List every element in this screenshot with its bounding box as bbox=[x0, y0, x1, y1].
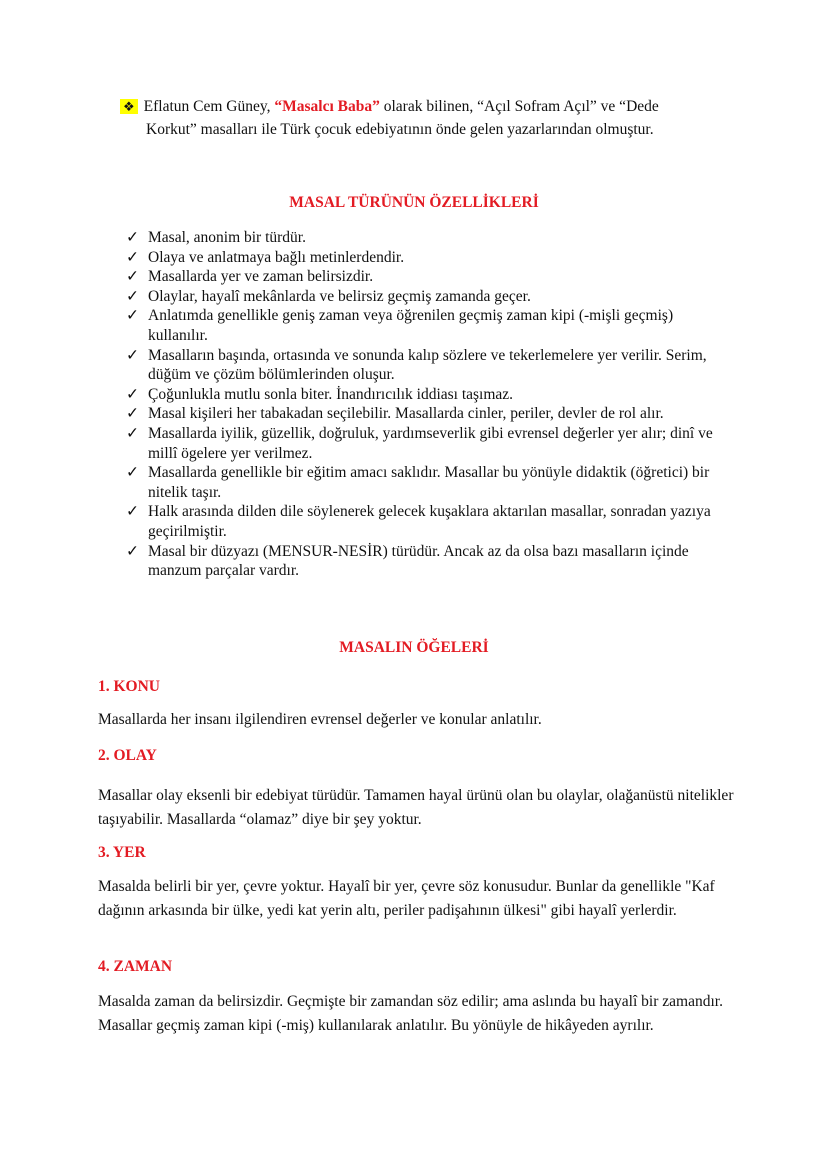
features-title: MASAL TÜRÜNÜN ÖZELLİKLERİ bbox=[289, 194, 539, 211]
list-item bbox=[126, 346, 726, 385]
list-item bbox=[126, 502, 726, 541]
check-icon: ✓ bbox=[126, 268, 139, 286]
section-text-zaman: Masalda zaman da belirsizdir. Geçmişte bir zamandan söz edilir; ama aslında bu hayalî bir zamandır. Masallar geçmiş zaman kipi (-miş) kullanılarak anlatılır. Bu yönüyle de hikâyeden ayrılır. bbox=[98, 993, 723, 1034]
list-item bbox=[126, 287, 726, 307]
list-item-text: Olaya ve anlatmaya bağlı metinlerdendir. bbox=[148, 248, 405, 266]
check-icon: ✓ bbox=[126, 229, 139, 246]
list-item-text: Masallarda iyilik, güzellik, doğruluk, yardımseverlik gibi evrensel değerler yer alır; dinî ve millî ögelere yer verilmez. bbox=[148, 424, 713, 462]
check-icon: ✓ bbox=[126, 503, 139, 521]
section-heading-yer: 3. YER bbox=[98, 844, 146, 861]
list-item bbox=[126, 424, 726, 463]
list-item bbox=[126, 385, 726, 405]
list-item bbox=[126, 542, 726, 581]
intro-paragraph bbox=[120, 95, 740, 141]
intro-text: Eflatun Cem Güney, bbox=[143, 98, 275, 115]
elements-title: MASALIN ÖĞELERİ bbox=[339, 639, 489, 656]
list-item-text: Masallarda yer ve zaman belirsizdir. bbox=[148, 268, 374, 286]
check-icon: ✓ bbox=[126, 248, 139, 266]
check-icon: ✓ bbox=[126, 287, 139, 305]
list-item-text: Olaylar, hayalî mekânlarda ve belirsiz geçmiş zamanda geçer. bbox=[148, 287, 531, 305]
list-item bbox=[126, 463, 726, 502]
check-icon: ✓ bbox=[126, 542, 139, 560]
list-item bbox=[126, 267, 726, 287]
list-item bbox=[126, 404, 726, 424]
check-icon: ✓ bbox=[126, 464, 139, 482]
section-heading-konu: 1. KONU bbox=[98, 678, 160, 695]
list-item-text: Çoğunlukla mutlu sonla biter. İnandırıcılık iddiası taşımaz. bbox=[148, 385, 514, 403]
check-icon: ✓ bbox=[126, 424, 139, 442]
section-text-konu: Masallarda her insanı ilgilendiren evrensel değerler ve konular anlatılır. bbox=[98, 711, 542, 728]
list-item-text: Masallarda genellikle bir eğitim amacı saklıdır. Masallar bu yönüyle didaktik (öğretici) bir nitelik taşır. bbox=[148, 464, 710, 501]
intro-highlight: “Masalcı Baba” bbox=[274, 98, 380, 115]
list-item-text: Anlatımda genellikle geniş zaman veya öğrenilen geçmiş zaman kipi (-mişli geçmiş) kullanılır. bbox=[148, 307, 674, 344]
intro-line2: Korkut” masalları ile Türk çocuk edebiyatının önde gelen yazarlarından olmuştur. bbox=[146, 121, 654, 138]
section-heading-zaman: 4. ZAMAN bbox=[98, 958, 173, 975]
list-item bbox=[126, 248, 726, 268]
list-item-text: Halk arasında dilden dile söylenerek gelecek kuşaklara aktarılan masallar, sonradan yazıya geçirilmiştir. bbox=[148, 503, 711, 540]
intro-text-after: olarak bilinen, “Açıl Sofram Açıl” ve “Dede bbox=[379, 98, 659, 115]
list-item bbox=[126, 306, 726, 345]
section-text-yer: Masalda belirli bir yer, çevre yoktur. Hayalî bir yer, çevre söz konusudur. Bunlar da genellikle "Kaf dağının arkasında bir ülke, yedi kat yerin altı, periler padişahının ülkesi" gibi hayalî yerlerdir. bbox=[98, 878, 715, 919]
check-icon: ✓ bbox=[126, 405, 139, 423]
features-list bbox=[126, 228, 726, 581]
section-text-olay: Masallar olay eksenli bir edebiyat türüdür. Tamamen hayal ürünü olan bu olaylar, olağanüstü nitelikler taşıyabilir. Masallarda “olamaz” diye bir şey yoktur. bbox=[98, 787, 734, 828]
check-icon: ✓ bbox=[126, 346, 139, 364]
section-heading-olay: 2. OLAY bbox=[98, 747, 157, 764]
list-item-text: Masal, anonim bir türdür. bbox=[148, 229, 306, 246]
list-item-text: Masalların başında, ortasında ve sonunda kalıp sözlere ve tekerlemelere yer verilir. Serim, düğüm ve çözüm bölümlerinden oluşur. bbox=[148, 346, 707, 384]
diamond-bullet-icon: ❖ bbox=[120, 99, 138, 114]
check-icon: ✓ bbox=[126, 307, 139, 325]
check-icon: ✓ bbox=[126, 385, 139, 403]
list-item-text: Masal kişileri her tabakadan seçilebilir. Masallarda cinler, periler, devler de rol alır. bbox=[148, 405, 664, 423]
list-item-text: Masal bir düzyazı (MENSUR-NESİR) türüdür. Ancak az da olsa bazı masalların içinde manzum parçalar vardır. bbox=[148, 542, 689, 580]
list-item bbox=[126, 228, 726, 248]
